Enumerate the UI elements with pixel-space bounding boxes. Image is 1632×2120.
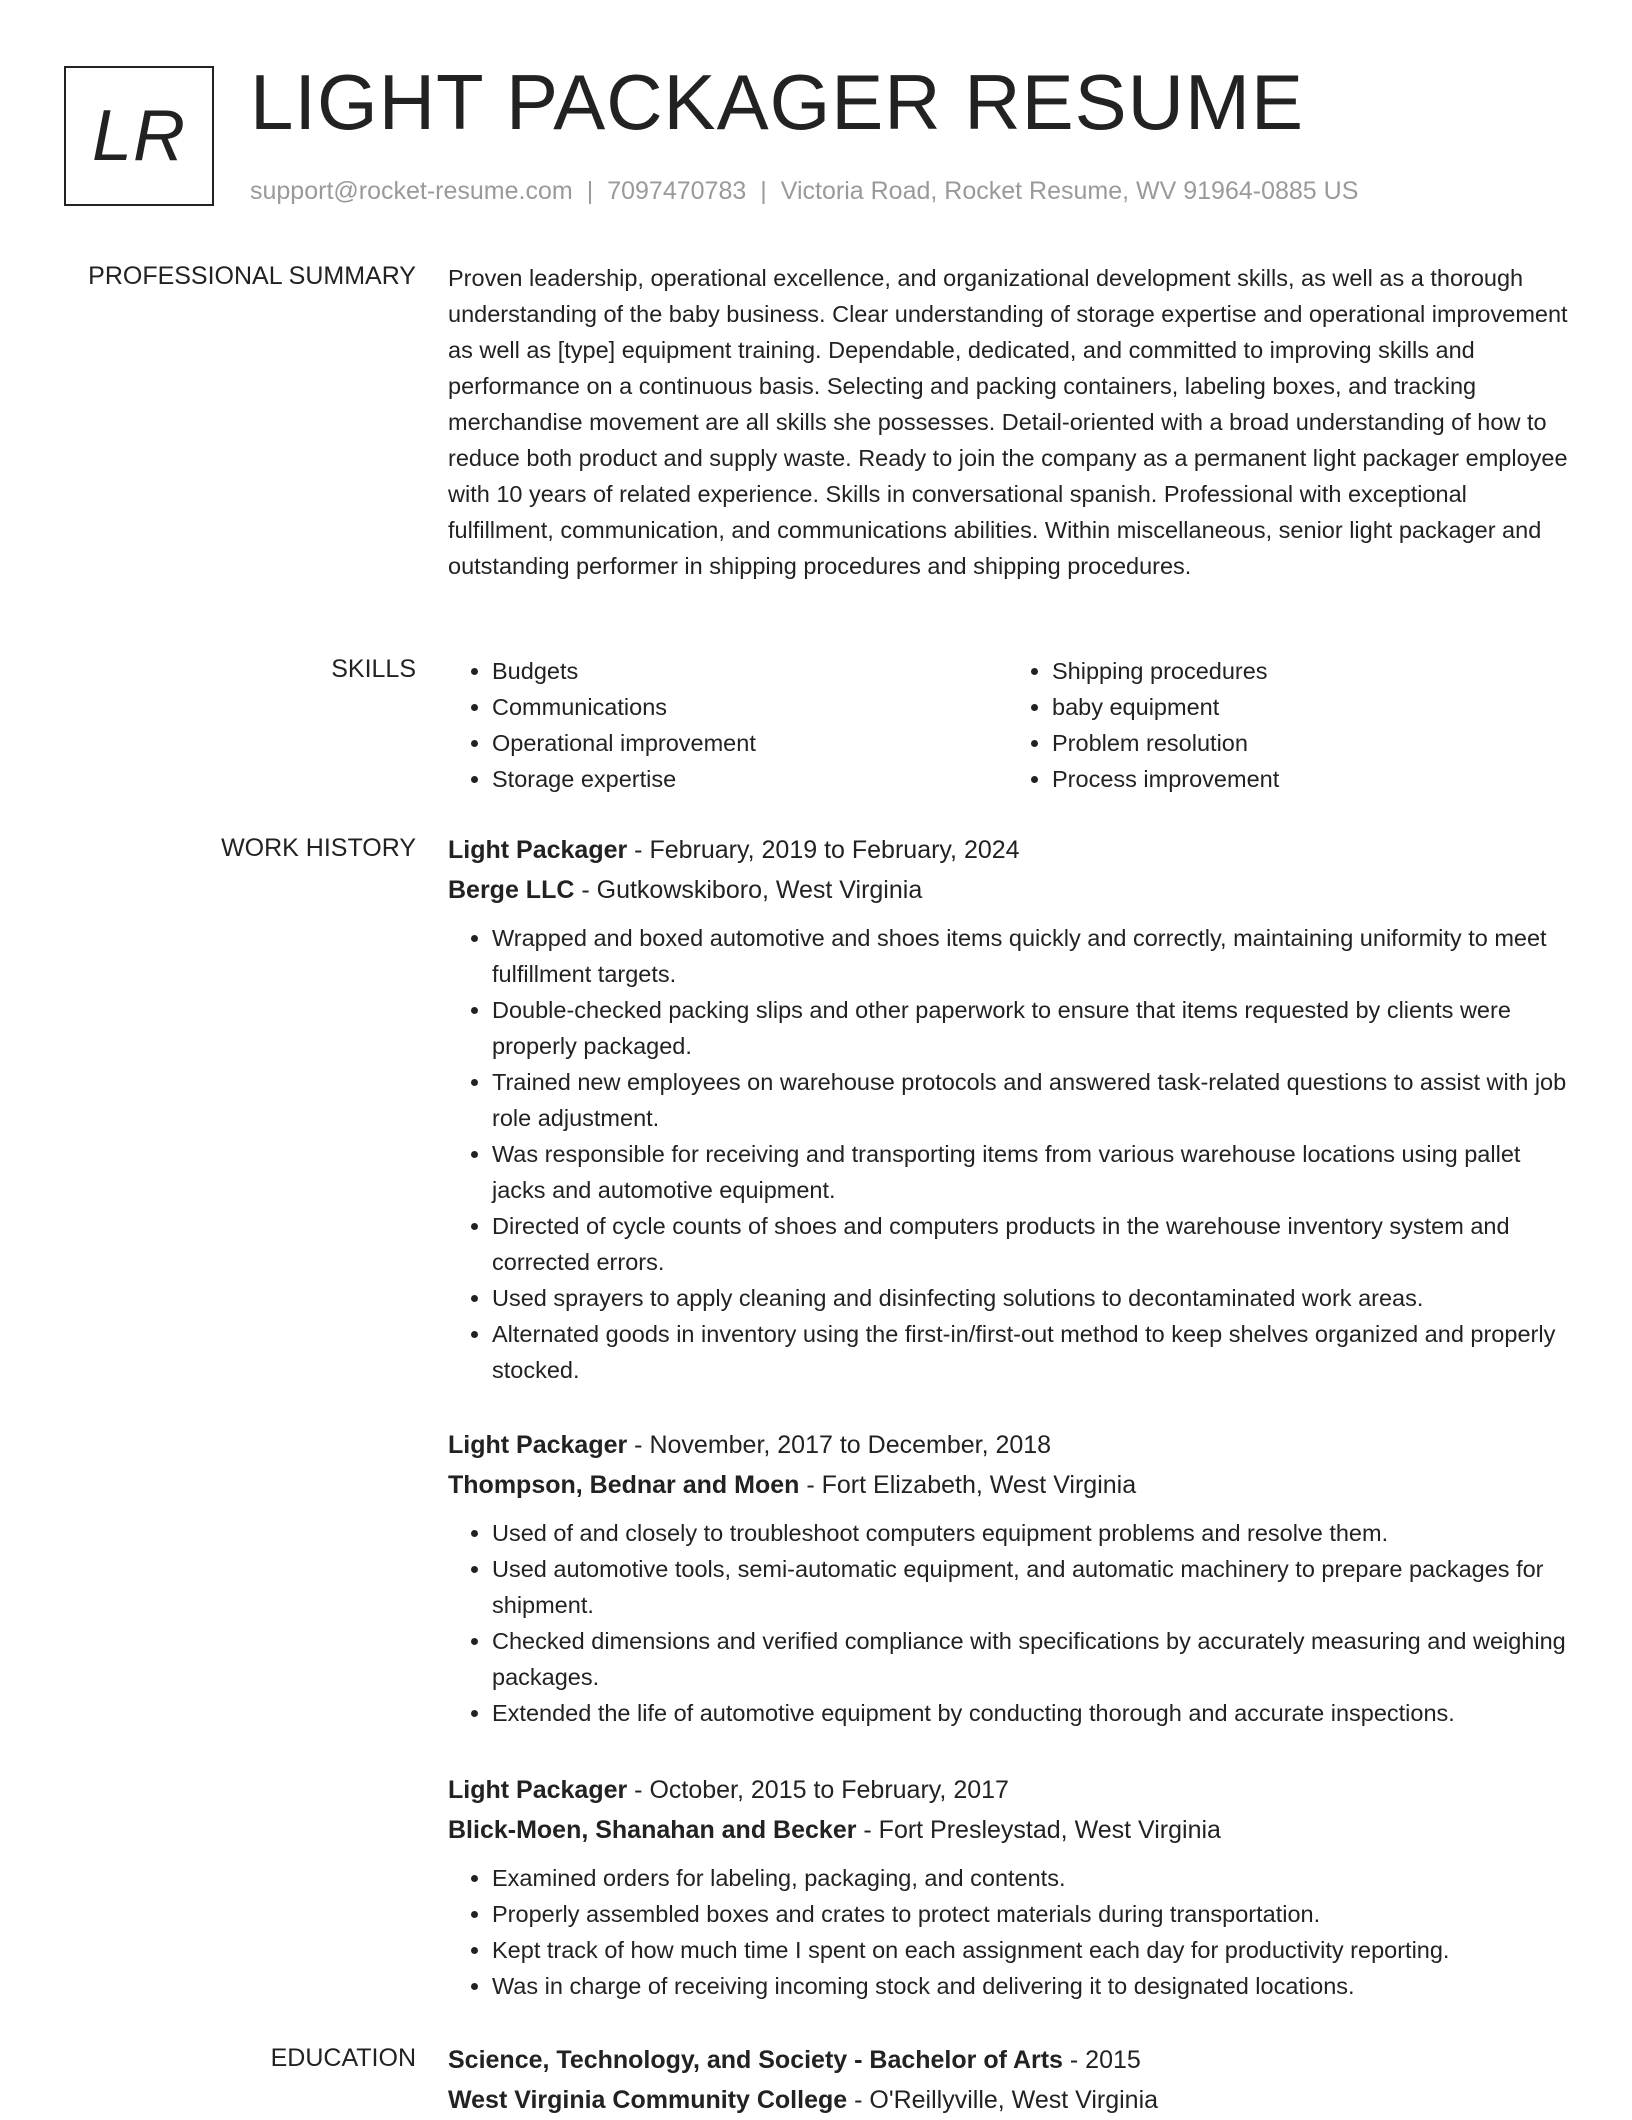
employer-line — [448, 1465, 1568, 1505]
job-bullets — [448, 920, 1568, 1388]
contact-phone: 7097470783 — [607, 177, 747, 205]
job-dates: - October, 2015 to February, 2017 — [627, 1776, 1009, 1804]
skill-item: • Operational improvement — [492, 725, 1008, 761]
skill-item: • Process improvement — [1052, 761, 1568, 797]
job-entry — [448, 830, 1568, 1388]
contact-line — [250, 174, 1358, 208]
job-title-line — [448, 1425, 1568, 1465]
skill-item: • Communications — [492, 689, 1008, 725]
skill-item: • Budgets — [492, 653, 1008, 689]
contact-separator: | — [586, 177, 594, 205]
job-entry — [448, 1425, 1568, 1731]
job-bullet: • Checked dimensions and verified compliance with specifications by accurately measuring and weighing packages. — [492, 1623, 1568, 1695]
section-label-work: WORK HISTORY — [221, 834, 416, 862]
contact-address: Victoria Road, Rocket Resume, WV 91964-0885 US — [780, 177, 1359, 205]
skill-item: • baby equipment — [1052, 689, 1568, 725]
job-bullets — [448, 1860, 1568, 2004]
job-entry — [448, 1770, 1568, 2004]
skill-item: • Shipping procedures — [1052, 653, 1568, 689]
job-bullet: • Was in charge of receiving incoming stock and delivering it to designated locations. — [492, 1968, 1568, 2004]
skills-column-left — [448, 653, 1008, 797]
monogram-badge: LR — [64, 66, 214, 206]
job-bullet: • Was responsible for receiving and transporting items from various warehouse locations using pallet jacks and automotive equipment. — [492, 1136, 1568, 1208]
employer-name: Thompson, Bednar and Moen — [448, 1471, 800, 1499]
employer-location: - Fort Presleystad, West Virginia — [856, 1816, 1221, 1844]
job-title: Light Packager — [448, 836, 628, 864]
job-bullet: • Wrapped and boxed automotive and shoes items quickly and correctly, maintaining uniformity to meet fulfillment targets. — [492, 920, 1568, 992]
job-title: Light Packager — [448, 1776, 628, 1804]
degree-name: Science, Technology, and Society - Bachelor of Arts — [448, 2046, 1063, 2074]
job-bullet: • Used automotive tools, semi-automatic equipment, and automatic machinery to prepare packages for shipment. — [492, 1551, 1568, 1623]
job-bullet: • Kept track of how much time I spent on each assignment each day for productivity reporting. — [492, 1932, 1568, 1968]
job-title-line — [448, 830, 1568, 870]
job-bullet: • Trained new employees on warehouse protocols and answered task-related questions to assist with job role adjustment. — [492, 1064, 1568, 1136]
skill-item: • Storage expertise — [492, 761, 1008, 797]
job-title-line — [448, 1770, 1568, 1810]
section-label-education: EDUCATION — [270, 2044, 416, 2072]
job-dates: - February, 2019 to February, 2024 — [627, 836, 1020, 864]
school-line — [448, 2080, 1568, 2120]
job-dates: - November, 2017 to December, 2018 — [627, 1431, 1052, 1459]
professional-summary: Proven leadership, operational excellence, and organizational development skills, as well as a thorough understanding of the baby business. Clear understanding of storage expertise and operational improvement as well as [type] equipment training. Dependable, dedicated, and committed to improving skills and performance on a continuous basis. Selecting and packing containers, labeling boxes, and tracking merchandise movement are all skills she possesses. Detail-oriented with a broad understanding of how to reduce both product and supply waste. Ready to join the company as a permanent light packager employee with 10 years of related experience. Skills in conversational spanish. Professional with exceptional fulfillment, communication, and communications abilities. Within miscellaneous, senior light packager and outstanding performer in shipping procedures and shipping procedures. — [448, 265, 1568, 579]
employer-line — [448, 1810, 1568, 1850]
job-bullets — [448, 1515, 1568, 1731]
job-bullet: • Directed of cycle counts of shoes and computers products in the warehouse inventory system and corrected errors. — [492, 1208, 1568, 1280]
skills-column-right — [1008, 653, 1568, 797]
degree-line — [448, 2040, 1568, 2080]
job-bullet: • Double-checked packing slips and other paperwork to ensure that items requested by clients were properly packaged. — [492, 992, 1568, 1064]
job-bullet: • Used sprayers to apply cleaning and disinfecting solutions to decontaminated work areas. — [492, 1280, 1568, 1316]
section-label-summary: PROFESSIONAL SUMMARY — [88, 262, 416, 290]
job-bullet: • Used of and closely to troubleshoot computers equipment problems and resolve them. — [492, 1515, 1568, 1551]
job-bullet: • Properly assembled boxes and crates to protect materials during transportation. — [492, 1896, 1568, 1932]
section-label-skills: SKILLS — [331, 655, 416, 683]
employer-name: Berge LLC — [448, 876, 575, 904]
school-location: - O'Reillyville, West Virginia — [847, 2086, 1159, 2114]
employer-name: Blick-Moen, Shanahan and Becker — [448, 1816, 857, 1844]
job-bullet: • Examined orders for labeling, packaging, and contents. — [492, 1860, 1568, 1896]
skill-item: • Problem resolution — [1052, 725, 1568, 761]
job-bullet: • Extended the life of automotive equipment by conducting thorough and accurate inspections. — [492, 1695, 1568, 1731]
resume-title: LIGHT PACKAGER RESUME — [250, 58, 1305, 146]
graduation-year: - 2015 — [1062, 2046, 1141, 2074]
education-entry — [448, 2040, 1568, 2120]
job-title: Light Packager — [448, 1431, 628, 1459]
contact-separator: | — [760, 177, 767, 205]
job-bullet: • Alternated goods in inventory using the first-in/first-out method to keep shelves organized and properly stocked. — [492, 1316, 1568, 1388]
school-name: West Virginia Community College — [448, 2086, 848, 2114]
employer-location: - Gutkowskiboro, West Virginia — [574, 876, 923, 904]
contact-email: support@rocket-resume.com — [250, 177, 573, 205]
skills-list — [448, 653, 1568, 797]
employer-line — [448, 870, 1568, 910]
employer-location: - Fort Elizabeth, West Virginia — [799, 1471, 1137, 1499]
